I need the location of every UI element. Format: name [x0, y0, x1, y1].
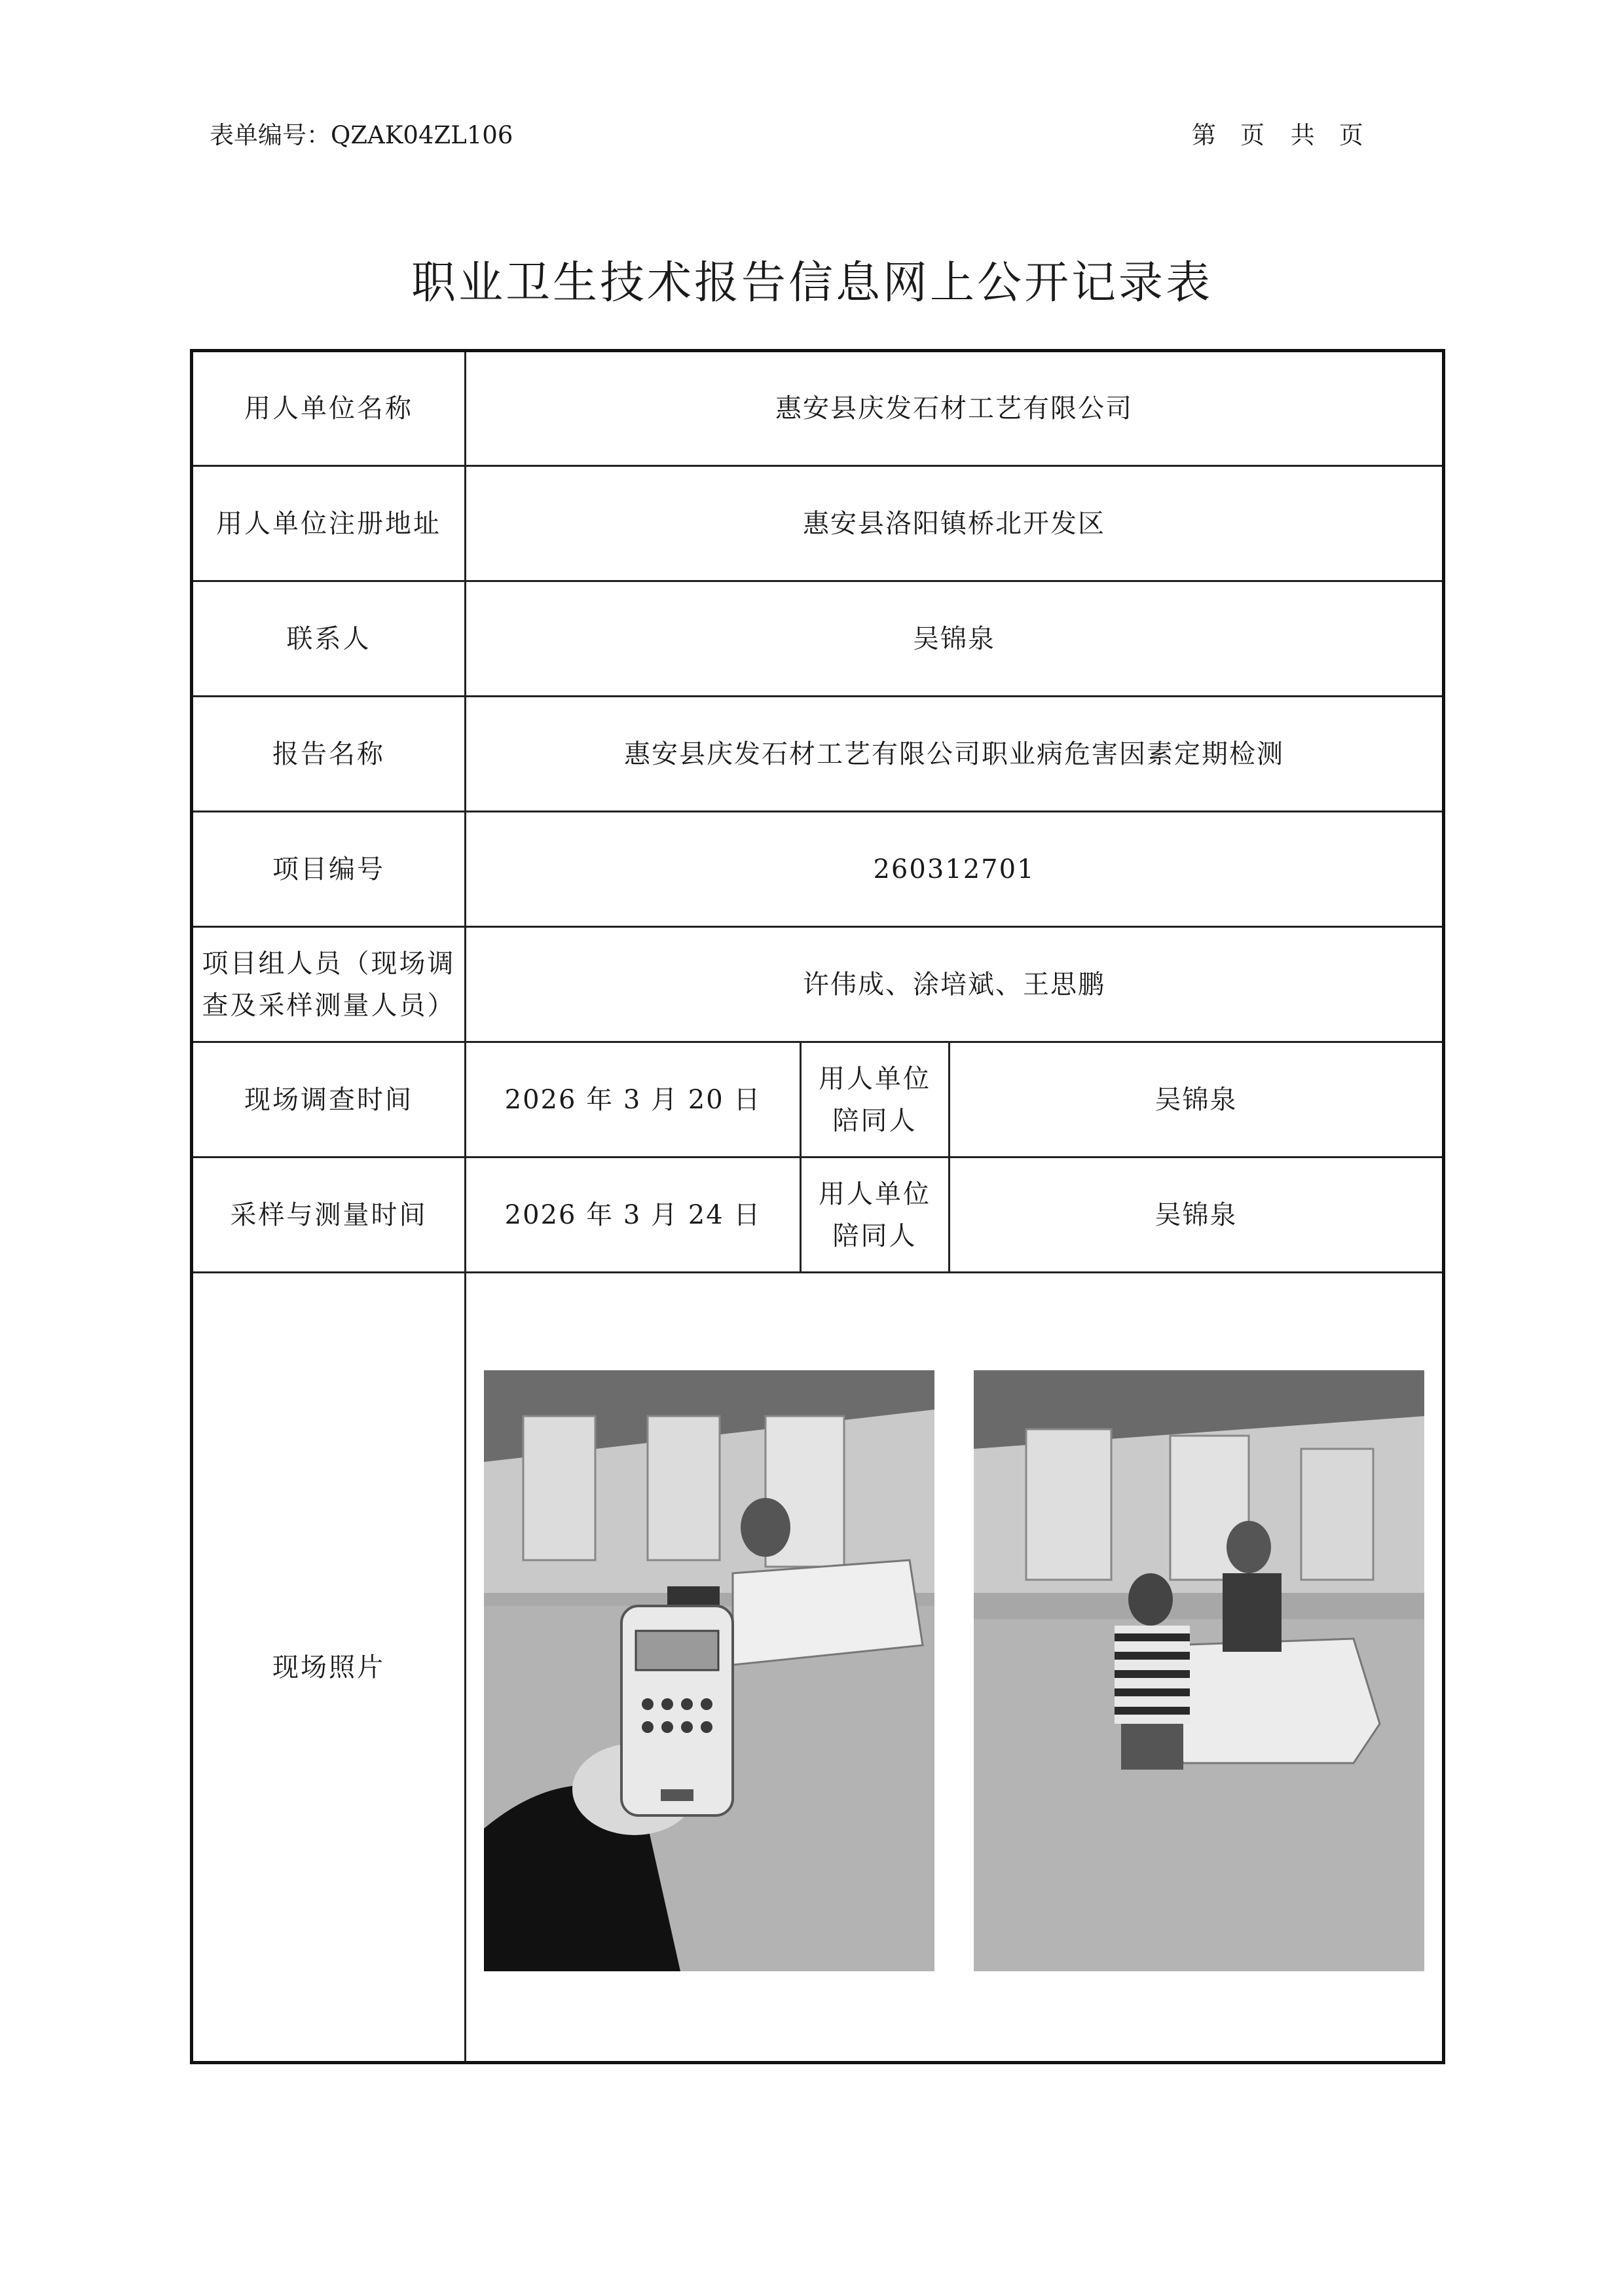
row-report-name	[192, 697, 1444, 812]
photos-cell	[466, 1273, 1444, 2063]
survey-companion-value: 吴锦泉	[950, 1042, 1444, 1157]
row-sampling	[192, 1157, 1444, 1273]
sampling-companion-label	[801, 1157, 950, 1273]
row-survey	[192, 1042, 1444, 1157]
sampling-companion-value: 吴锦泉	[950, 1157, 1444, 1273]
pagination: 第 页 共 页	[1192, 121, 1363, 149]
row-employer-address	[192, 466, 1444, 581]
team-label-line1: 项目组人员（现场调	[202, 948, 456, 979]
sampling-date: 2026 年 3 月 24 日	[466, 1157, 801, 1273]
record-table	[190, 349, 1445, 2064]
survey-date: 2026 年 3 月 20 日	[466, 1042, 801, 1157]
employer-name-label: 用人单位名称	[192, 351, 466, 466]
row-project-number	[192, 812, 1444, 927]
survey-companion-label	[801, 1042, 950, 1157]
row-employer-name	[192, 351, 1444, 466]
project-number-value: 260312701	[466, 812, 1444, 927]
contact-value: 吴锦泉	[466, 581, 1444, 697]
employer-address-value: 惠安县洛阳镇桥北开发区	[466, 466, 1444, 581]
site-photo-workers	[974, 1370, 1424, 1971]
report-name-value: 惠安县庆发石材工艺有限公司职业病危害因素定期检测	[466, 697, 1444, 812]
sampling-companion-label-line1: 用人单位	[819, 1178, 931, 1209]
sampling-label: 采样与测量时间	[192, 1157, 466, 1273]
row-photos	[192, 1273, 1444, 2063]
project-number-label: 项目编号	[192, 812, 466, 927]
employer-address-label: 用人单位注册地址	[192, 466, 466, 581]
survey-label: 现场调查时间	[192, 1042, 466, 1157]
site-photo-sound-meter	[484, 1370, 934, 1971]
row-contact	[192, 581, 1444, 697]
contact-label: 联系人	[192, 581, 466, 697]
form-number: 表单编号：QZAK04ZL106	[210, 121, 513, 149]
employer-name-value: 惠安县庆发石材工艺有限公司	[466, 351, 1444, 466]
survey-companion-label-line1: 用人单位	[819, 1063, 931, 1094]
team-label-line2: 查及采样测量人员）	[202, 990, 456, 1021]
sampling-companion-label-line2: 陪同人	[832, 1220, 917, 1251]
photo-gallery	[466, 1364, 1442, 1971]
row-team	[192, 927, 1444, 1042]
photos-label: 现场照片	[192, 1273, 466, 2063]
team-value: 许伟成、涂培斌、王思鹏	[466, 927, 1444, 1042]
page-title: 职业卫生技术报告信息网上公开记录表	[411, 257, 1213, 309]
team-label	[192, 927, 466, 1042]
report-name-label: 报告名称	[192, 697, 466, 812]
survey-companion-label-line2: 陪同人	[832, 1105, 917, 1136]
